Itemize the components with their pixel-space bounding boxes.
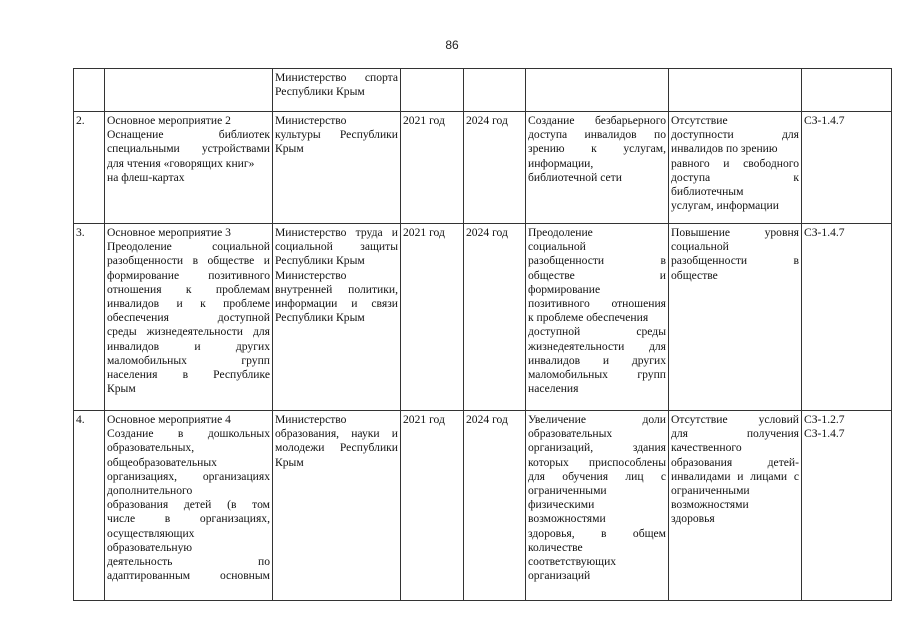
cell-consequence-line: разобщенности в (671, 254, 799, 268)
cell-consequence (669, 69, 802, 112)
cell-start-year: 2021 год (401, 112, 464, 224)
cell-result-line: здоровья, в общем (528, 526, 666, 540)
cell-result-line: формирование (528, 282, 601, 296)
cell-consequence-line: доступности для (671, 128, 799, 142)
cell-result-line: населения (528, 382, 579, 396)
cell-indicator (802, 69, 892, 112)
cell-result-line: доступной среды (528, 325, 666, 339)
cell-executor-line: информации и связи (275, 297, 398, 311)
cell-executor-line: молодежи Республики (275, 441, 398, 455)
cell-executor-line: Министерство труда и (275, 226, 398, 239)
cell-measure-line: формирование позитивного (107, 268, 270, 282)
cell-measure-line: инвалидов и к проблеме (107, 297, 270, 311)
cell-result-line: для обучения лиц с (528, 469, 666, 483)
cell-end-year (464, 69, 526, 112)
cell-result-line: которых приспособлены (528, 455, 666, 469)
cell-measure-line: специальными устройствами (107, 142, 270, 156)
cell-executor-line: Министерство (275, 413, 347, 426)
cell-measure-line: Основное мероприятие 4 (107, 413, 231, 426)
cell-result-line: библиотечной сети (528, 170, 622, 184)
cell-measure-line: адаптированным основным (107, 569, 270, 583)
cell-start-year (401, 69, 464, 112)
cell-indicator-line: СЗ-1.4.7 (804, 427, 845, 441)
cell-result-line: зрению к услугам, (528, 142, 666, 156)
cell-measure-line: маломобильных групп (107, 353, 270, 367)
cell-result-line: обществе и (528, 268, 666, 282)
cell-start-year: 2021 год (401, 411, 464, 601)
cell-number: 3. (74, 224, 105, 411)
cell-result-line: возможностями (528, 512, 606, 526)
cell-measure-line: Основное мероприятие 2 (107, 114, 231, 127)
cell-consequence-line: качественного (671, 441, 742, 455)
cell-consequence-line: ограниченными (671, 484, 750, 498)
cell-measure-line: осуществляющих (107, 526, 195, 540)
cell-measure (105, 112, 273, 224)
cell-consequence-line: здоровья (671, 512, 715, 526)
cell-measure-line: дополнительного (107, 484, 193, 498)
cell-executor-line: социальной защиты (275, 240, 398, 254)
cell-executor (273, 69, 401, 112)
cell-result-line: ограниченными (528, 484, 607, 498)
cell-result-line: к проблеме обеспечения (528, 311, 649, 325)
cell-measure-line: общеобразовательных (107, 455, 217, 469)
cell-measure-line: образовательную (107, 540, 193, 554)
cell-consequence-line: Отсутствие (671, 114, 728, 127)
cell-result (526, 224, 669, 411)
cell-measure-line: числе в организациях, (107, 512, 270, 526)
cell-measure (105, 69, 273, 112)
measures-table (73, 68, 892, 601)
cell-measure-line: деятельность по (107, 555, 270, 569)
cell-consequence-line: Отсутствие условий (671, 413, 799, 426)
cell-end-year: 2024 год (464, 224, 526, 411)
cell-result-line: Увеличение доли (528, 413, 666, 426)
cell-executor (273, 112, 401, 224)
cell-measure-line: на флеш-картах (107, 170, 185, 184)
cell-indicator-line: СЗ-1.4.7 (804, 226, 845, 239)
cell-measure-line: населения в Республике (107, 368, 270, 382)
table-row (74, 69, 892, 112)
cell-measure-line: Основное мероприятие 3 (107, 226, 231, 239)
cell-consequence-line: равного и свободного (671, 156, 799, 170)
table-row (74, 224, 892, 411)
cell-measure-line: Крым (107, 382, 136, 396)
cell-result-line: информации, (528, 156, 594, 170)
cell-consequence-line: социальной (671, 240, 729, 254)
cell-measure-line: разобщенности в обществе и (107, 254, 270, 268)
cell-result-line: маломобильных групп (528, 368, 666, 382)
cell-consequence-line: инвалидов по зрению (671, 142, 778, 156)
page-number: 86 (445, 38, 459, 52)
cell-executor-line: культуры Республики (275, 128, 398, 142)
cell-executor-line: Крым (275, 455, 304, 469)
cell-measure-line: инвалидов и других (107, 339, 270, 353)
cell-end-year: 2024 год (464, 112, 526, 224)
cell-executor-line: Республики Крым (275, 254, 365, 268)
cell-executor-line: Республики Крым (275, 85, 365, 99)
cell-indicator (802, 112, 892, 224)
cell-number (74, 69, 105, 112)
cell-measure (105, 224, 273, 411)
cell-result-line: инвалидов и других (528, 353, 666, 367)
cell-consequence-line: услугам, информации (671, 199, 779, 213)
cell-result-line: организаций, здания (528, 441, 666, 455)
cell-measure-line: среды жизнедеятельности для (107, 325, 270, 339)
cell-executor-line: Министерство (275, 114, 347, 127)
cell-measure-line: для чтения «говорящих книг» (107, 156, 255, 170)
cell-indicator-line: СЗ-1.4.7 (804, 114, 845, 127)
cell-indicator (802, 224, 892, 411)
cell-result-line: Создание безбарьерного (528, 114, 666, 127)
cell-executor-line: Крым (275, 142, 304, 156)
cell-measure-line: обеспечения доступной (107, 311, 270, 325)
cell-indicator-line: СЗ-1.2.7 (804, 413, 845, 426)
cell-result (526, 411, 669, 601)
cell-executor-line: Республики Крым (275, 311, 365, 325)
cell-result (526, 69, 669, 112)
cell-result-line: соответствующих (528, 555, 617, 569)
cell-executor-line: Министерство (275, 268, 347, 282)
cell-executor (273, 224, 401, 411)
cell-measure-line: организациях, организациях (107, 469, 270, 483)
cell-consequence (669, 411, 802, 601)
cell-result-line: количестве (528, 540, 583, 554)
table-row (74, 112, 892, 224)
cell-result-line: организаций (528, 569, 591, 583)
cell-executor-line: внутренней политики, (275, 282, 398, 296)
cell-result-line: физическими (528, 498, 595, 512)
cell-measure-line: образовательных, (107, 441, 195, 455)
cell-measure-line: образования детей (в том (107, 498, 270, 512)
cell-executor-line: Министерство спорта (275, 71, 398, 84)
cell-consequence-line: Повышение уровня (671, 226, 799, 239)
cell-result-line: разобщенности в (528, 254, 666, 268)
table-row (74, 411, 892, 601)
cell-result-line: жизнедеятельности для (528, 339, 666, 353)
cell-result-line: Преодоление (528, 226, 593, 239)
cell-consequence-line: возможностями (671, 498, 749, 512)
cell-measure-line: Оснащение библиотек (107, 128, 270, 142)
cell-measure-line: Преодоление социальной (107, 240, 270, 254)
cell-result (526, 112, 669, 224)
cell-consequence-line: библиотечным (671, 185, 744, 199)
cell-consequence-line: инвалидами и лицами с (671, 469, 799, 483)
cell-consequence-line: доступа к (671, 170, 799, 184)
cell-consequence-line: образования детей- (671, 455, 799, 469)
cell-consequence-line: для получения (671, 427, 799, 441)
cell-consequence-line: обществе (671, 268, 718, 282)
cell-consequence (669, 112, 802, 224)
cell-result-line: доступа инвалидов по (528, 128, 666, 142)
cell-start-year: 2021 год (401, 224, 464, 411)
cell-result-line: образовательных (528, 427, 613, 441)
cell-number: 2. (74, 112, 105, 224)
cell-measure-line: Создание в дошкольных (107, 427, 270, 441)
cell-result-line: социальной (528, 240, 586, 254)
cell-number: 4. (74, 411, 105, 601)
cell-executor (273, 411, 401, 601)
cell-measure (105, 411, 273, 601)
cell-result-line: позитивного отношения (528, 297, 666, 311)
cell-indicator (802, 411, 892, 601)
cell-executor-line: образования, науки и (275, 427, 398, 441)
cell-end-year: 2024 год (464, 411, 526, 601)
cell-measure-line: отношения к проблемам (107, 282, 270, 296)
cell-consequence (669, 224, 802, 411)
